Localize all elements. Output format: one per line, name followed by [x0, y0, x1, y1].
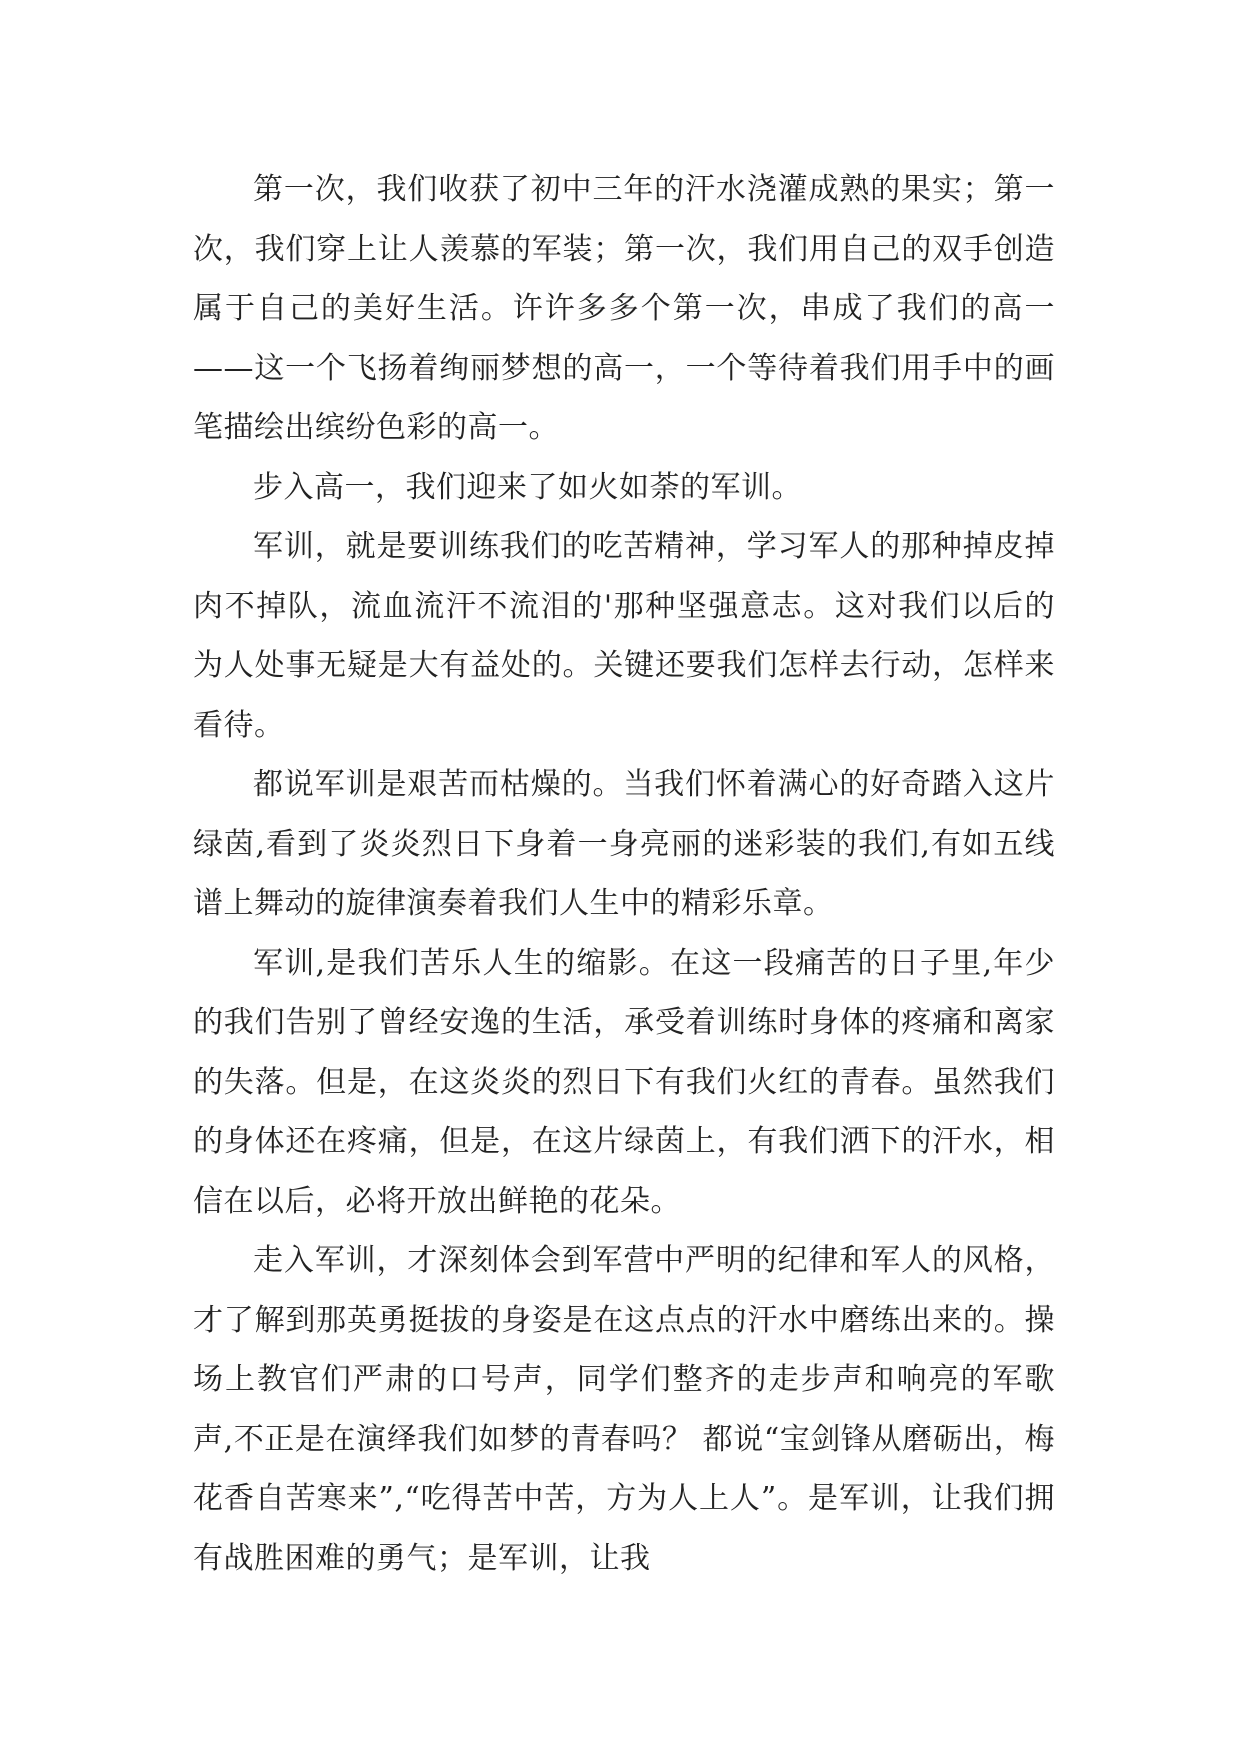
- paragraph-1: 第一次，我们收获了初中三年的汗水浇灌成熟的果实；第一次，我们穿上让人羡慕的军装；第一次，我们用自己的双手创造属于自己的美好生活。许许多多个第一次，串成了我们的高一——这一个飞扬着绚丽梦想的高一，一个等待着我们用手中的画笔描绘出缤纷色彩的高一。: [193, 172, 1055, 445]
- paragraph-5: 军训,是我们苦乐人生的缩影。在这一段痛苦的日子里,年少的我们告别了曾经安逸的生活，承受着训练时身体的疼痛和离家的失落。但是，在这炎炎的烈日下有我们火红的青春。虽然我们的身体还在疼痛，但是，在这片绿茵上，有我们洒下的汗水，相信在以后，必将开放出鲜艳的花朵。: [193, 945, 1055, 1219]
- paragraph-4: 都说军训是艰苦而枯燥的。当我们怀着满心的好奇踏入这片绿茵,看到了炎炎烈日下身着一身亮丽的迷彩装的我们,有如五线谱上舞动的旋律演奏着我们人生中的精彩乐章。: [193, 767, 1055, 921]
- paragraph-6: 走入军训，才深刻体会到军营中严明的纪律和军人的风格，才了解到那英勇挺拔的身姿是在这点点的汗水中磨练出来的。操场上教官们严肃的口号声，同学们整齐的走步声和响亮的军歌声,不正是在演绎我们如梦的青春吗？ 都说“宝剑锋从磨砺出，梅花香自苦寒来”,“吃得苦中苦，方为人上人”。是军训，让我们拥有战胜困难的勇气；是军训，让我: [193, 1243, 1055, 1576]
- document-body: [193, 160, 1055, 1588]
- paragraph-2: 步入高一，我们迎来了如火如荼的军训。: [253, 469, 802, 505]
- paragraph-3: 军训，就是要训练我们的吃苦精神，学习军人的那种掉皮掉肉不掉队，流血流汗不流泪的'那种坚强意志。这对我们以后的为人处事无疑是大有益处的。关键还要我们怎样去行动，怎样来看待。: [193, 529, 1055, 743]
